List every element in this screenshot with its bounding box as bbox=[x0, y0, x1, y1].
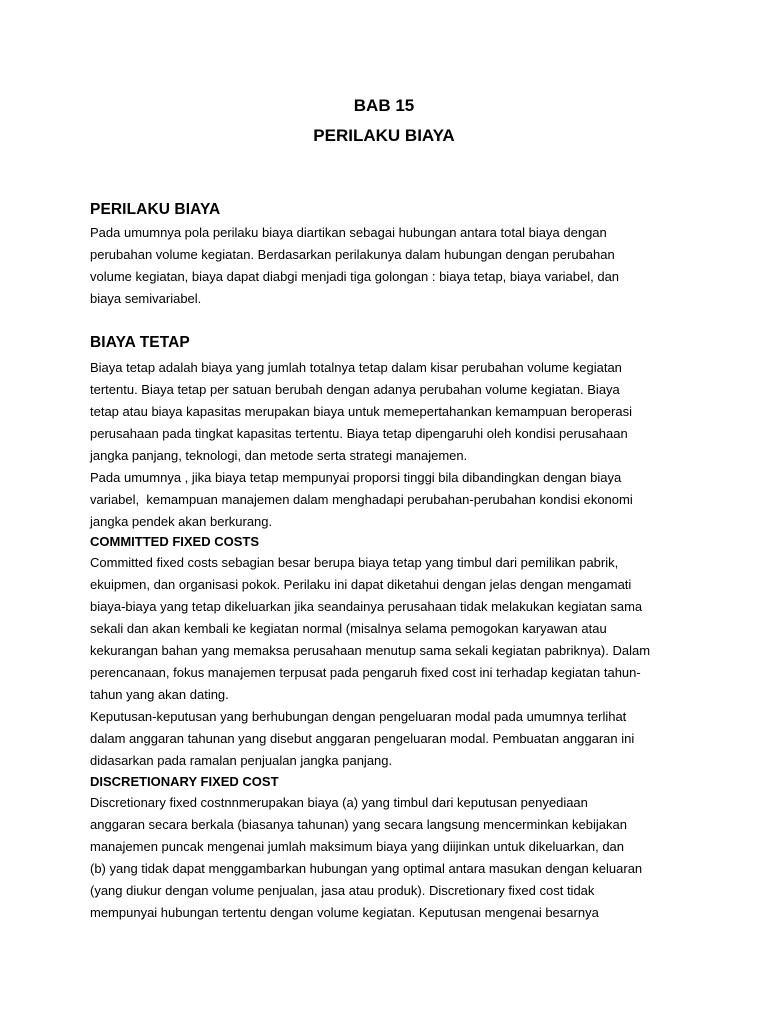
text-line: tahun yang akan dating. bbox=[90, 687, 229, 702]
text-line: Pada umumnya pola perilaku biaya diartikan sebagai hubungan antara total biaya dengan bbox=[90, 225, 607, 240]
text-line: tetap atau biaya kapasitas merupakan biaya untuk memepertahankan kemampuan beroperasi bbox=[90, 404, 633, 419]
text-line: biaya-biaya yang tetap dikeluarkan jika seandainya perusahaan tidak melakukan kegiatan sama bbox=[90, 599, 643, 614]
text-line: jangka pendek akan berkurang. bbox=[90, 514, 273, 529]
text-line: ekuipmen, dan organisasi pokok. Perilaku ini dapat diketahui dengan jelas dengan mengamati bbox=[90, 577, 632, 592]
paragraph-discretionary-fixed-cost bbox=[90, 792, 690, 924]
text-line: kekurangan bahan yang memaksa perusahaan menutup sama sekali kegiatan pabriknya). Dalam bbox=[90, 643, 651, 658]
text-line: tertentu. Biaya tetap per satuan berubah dengan adanya perubahan volume kegiatan. Biaya bbox=[90, 382, 620, 397]
chapter-title: PERILAKU BIAYA bbox=[313, 126, 455, 145]
text-line: Keputusan-keputusan yang berhubungan dengan pengeluaran modal pada umumnya terlihat bbox=[90, 709, 627, 724]
chapter-number: BAB 15 bbox=[353, 96, 415, 115]
text-line: jangka panjang, teknologi, dan metode serta strategi manajemen. bbox=[90, 448, 468, 463]
text-line: manajemen puncak mengenai jumlah maksimum biaya yang diijinkan untuk dikeluarkan, dan bbox=[90, 839, 625, 854]
text-line: sekali dan akan kembali ke kegiatan normal (misalnya selama pemogokan karyawan atau bbox=[90, 621, 607, 636]
text-line: perubahan volume kegiatan. Berdasarkan perilakunya dalam hubungan dengan perubahan bbox=[90, 247, 615, 262]
text-line: didasarkan pada ramalan penjualan jangka panjang. bbox=[90, 753, 393, 768]
section-heading-biaya-tetap: BIAYA TETAP bbox=[90, 334, 190, 351]
paragraph-committed-fixed-costs bbox=[90, 552, 690, 772]
subheading-committed-fixed-costs: COMMITTED FIXED COSTS bbox=[90, 534, 259, 549]
paragraph-perilaku-biaya bbox=[90, 222, 690, 310]
paragraph-biaya-tetap bbox=[90, 357, 690, 533]
text-line: Discretionary fixed costnnmerupakan biaya (a) yang timbul dari keputusan penyediaan bbox=[90, 795, 588, 810]
text-line: (yang diukur dengan volume penjualan, jasa atau produk). Discretionary fixed cost tidak bbox=[90, 883, 595, 898]
text-line: dalam anggaran tahunan yang disebut anggaran pengeluaran modal. Pembuatan anggaran ini bbox=[90, 731, 635, 746]
text-line: biaya semivariabel. bbox=[90, 291, 202, 306]
text-line: Pada umumnya , jika biaya tetap mempunyai proporsi tinggi bila dibandingkan dengan biaya bbox=[90, 470, 622, 485]
text-line: volume kegiatan, biaya dapat diabgi menjadi tiga golongan : biaya tetap, biaya variabel, dan bbox=[90, 269, 620, 284]
text-line: Committed fixed costs sebagian besar berupa biaya tetap yang timbul dari pemilikan pabrik, bbox=[90, 555, 619, 570]
text-line: anggaran secara berkala (biasanya tahunan) yang secara langsung mencerminkan kebijakan bbox=[90, 817, 627, 832]
text-line: perusahaan pada tingkat kapasitas tertentu. Biaya tetap dipengaruhi oleh kondisi perusahaan bbox=[90, 426, 628, 441]
text-line: (b) yang tidak dapat menggambarkan hubungan yang optimal antara masukan dengan keluaran bbox=[90, 861, 643, 876]
text-line: perencanaan, fokus manajemen terpusat pada pengaruh fixed cost ini terhadap kegiatan tahun- bbox=[90, 665, 641, 680]
subheading-discretionary-fixed-cost: DISCRETIONARY FIXED COST bbox=[90, 774, 279, 789]
text-line: variabel, kemampuan manajemen dalam menghadapi perubahan-perubahan kondisi ekonomi bbox=[90, 492, 633, 507]
section-heading-perilaku-biaya: PERILAKU BIAYA bbox=[90, 201, 221, 218]
text-line: Biaya tetap adalah biaya yang jumlah totalnya tetap dalam kisar perubahan volume kegiatan bbox=[90, 360, 622, 375]
text-line: mempunyai hubungan tertentu dengan volume kegiatan. Keputusan mengenai besarnya bbox=[90, 905, 599, 920]
